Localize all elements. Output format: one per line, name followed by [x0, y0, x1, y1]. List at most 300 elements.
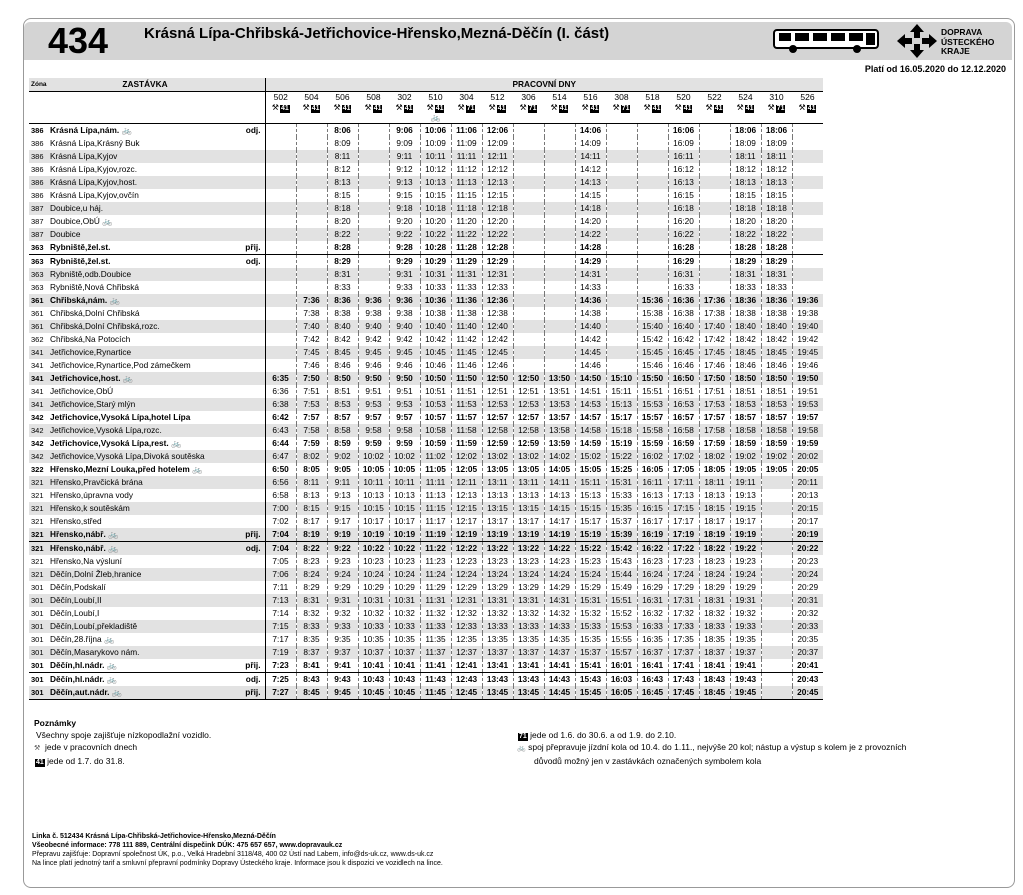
code-41-icon: 41	[404, 105, 413, 112]
departure-time: 15:31	[575, 594, 606, 607]
departure-time: 20:35	[792, 633, 823, 646]
departure-time: 7:51	[296, 385, 327, 398]
zone-cell: 301	[29, 594, 47, 607]
zone-cell: 321	[31, 491, 44, 500]
departure-time: 10:42	[420, 333, 451, 346]
departure-time: 18:09	[730, 137, 761, 150]
hammer-icon: ⚒	[488, 103, 496, 112]
departure-time: 7:57	[296, 411, 327, 424]
trip-header: 520 ⚒ 41	[668, 92, 699, 124]
stop-name: Krásná Lípa,Krásný Buk	[50, 138, 140, 148]
departure-time	[792, 281, 823, 294]
arr-dep-mark	[243, 489, 265, 502]
stop-name: Děčín,aut.nádr. 🚲	[47, 686, 243, 700]
stop-row	[29, 294, 823, 307]
arr-dep-mark	[243, 424, 265, 437]
departure-time: 14:31	[544, 594, 575, 607]
departure-time: 7:04	[265, 542, 296, 556]
departure-time: 16:33	[637, 620, 668, 633]
departure-time: 8:33	[296, 620, 327, 633]
departure-time: 13:45	[513, 686, 544, 700]
departure-time	[792, 255, 823, 269]
departure-time: 8:40	[327, 320, 358, 333]
arr-dep-mark: přij.	[243, 686, 265, 700]
departure-time: 13:17	[482, 515, 513, 528]
departure-time	[296, 176, 327, 189]
zone-cell: 361	[31, 309, 44, 318]
departure-time	[513, 333, 544, 346]
arr-dep-mark	[243, 568, 265, 581]
departure-time: 7:06	[265, 568, 296, 581]
departure-time: 10:29	[358, 581, 389, 594]
note-bike-cont: důvodů možný jen v zastávkách označených symbolem kola	[534, 756, 762, 766]
departure-time	[544, 241, 575, 255]
departure-time	[513, 150, 544, 163]
departure-time: 8:36	[327, 294, 358, 307]
departure-time	[296, 255, 327, 269]
departure-time	[265, 359, 296, 372]
departure-time: 7:05	[272, 556, 289, 566]
departure-time	[513, 346, 544, 359]
departure-time: 16:12	[668, 163, 699, 176]
departure-time: 11:40	[451, 320, 482, 333]
departure-time	[265, 163, 296, 176]
departure-time: 12:51	[513, 385, 544, 398]
departure-time: 10:35	[358, 633, 389, 646]
departure-time: 8:51	[327, 385, 358, 398]
departure-time: 13:43	[482, 673, 513, 687]
departure-time: 13:23	[513, 555, 544, 568]
departure-time: 11:38	[451, 307, 482, 320]
departure-time: 9:45	[389, 346, 420, 359]
departure-time: 16:43	[637, 673, 668, 687]
departure-time: 7:23	[272, 660, 289, 670]
departure-time	[513, 215, 544, 228]
departure-time: 16:38	[668, 307, 699, 320]
arr-dep-mark	[243, 411, 265, 424]
departure-time	[699, 163, 730, 176]
departure-time: 9:06	[389, 124, 420, 138]
departure-time: 7:17	[272, 634, 289, 644]
trip-header: 526 ⚒ 41	[792, 92, 823, 124]
departure-time: 13:05	[482, 463, 513, 476]
departure-time: 13:43	[513, 673, 544, 687]
zone-cell: 342	[31, 439, 44, 448]
departure-time	[265, 228, 296, 241]
departure-time: 8:46	[327, 359, 358, 372]
departure-time: 18:31	[761, 268, 792, 281]
departure-time: 8:31	[327, 268, 358, 281]
departure-time: 16:05	[637, 463, 668, 476]
hammer-icon: ⚒	[643, 103, 651, 112]
departure-time: 11:22	[420, 542, 451, 556]
departure-time: 16:40	[668, 320, 699, 333]
stop-row	[29, 673, 823, 687]
departure-time: 11:50	[451, 372, 482, 385]
departure-time: 10:02	[358, 450, 389, 463]
departure-time: 18:18	[730, 202, 761, 215]
departure-time: 14:11	[544, 476, 575, 489]
departure-time: 9:22	[389, 228, 420, 241]
trip-header: 512 ⚒ 41	[482, 92, 513, 124]
zone-cell: 363	[29, 255, 47, 269]
departure-time: 13:35	[482, 633, 513, 646]
departure-time: 19:05	[730, 463, 761, 476]
departure-time: 10:37	[358, 646, 389, 659]
departure-time: 18:46	[730, 359, 761, 372]
arr-dep-mark	[243, 476, 265, 489]
departure-time: 14:38	[575, 307, 606, 320]
departure-time: 15:43	[606, 555, 637, 568]
departure-time: 15:11	[606, 385, 637, 398]
departure-time: 16:46	[668, 359, 699, 372]
departure-time: 8:50	[327, 372, 358, 385]
stop-name: Doubice,u háj.	[47, 202, 243, 215]
zone-cell: 386	[31, 139, 44, 148]
departure-time: 11:37	[420, 646, 451, 659]
stop-row	[29, 385, 823, 398]
stop-name: Krásná Lípa,Kyjov	[47, 150, 243, 163]
departure-time: 18:42	[730, 333, 761, 346]
departure-time: 9:51	[389, 385, 420, 398]
departure-time: 20:33	[792, 620, 823, 633]
departure-time: 10:23	[358, 555, 389, 568]
departure-time: 14:41	[544, 659, 575, 673]
departure-time: 11:11	[420, 476, 451, 489]
departure-time: 17:19	[668, 528, 699, 542]
departure-time: 14:50	[575, 372, 606, 385]
departure-time: 20:37	[792, 646, 823, 659]
departure-time: 12:53	[513, 398, 544, 411]
departure-time	[637, 241, 668, 255]
departure-time	[265, 189, 296, 202]
departure-time: 13:24	[513, 568, 544, 581]
departure-time: 19:51	[792, 385, 823, 398]
departure-time	[606, 228, 637, 241]
departure-time: 9:57	[389, 411, 420, 424]
departure-time: 12:29	[482, 255, 513, 269]
zone-cell: 386	[29, 150, 47, 163]
departure-time: 20:23	[792, 555, 823, 568]
departure-time: 14:02	[544, 450, 575, 463]
hammer-icon: ⚒	[519, 103, 527, 112]
departure-time: 10:15	[358, 502, 389, 515]
departure-time: 14:13	[575, 176, 606, 189]
departure-time: 17:29	[668, 581, 699, 594]
zone-cell: 342	[29, 450, 47, 463]
departure-time	[296, 281, 327, 294]
departure-time: 15:13	[575, 489, 606, 502]
zone-cell: 301	[29, 673, 47, 687]
departure-time: 10:24	[358, 568, 389, 581]
trip-header: 514 ⚒ 41	[544, 92, 575, 124]
departure-time: 9:46	[389, 359, 420, 372]
departure-time	[637, 176, 668, 189]
departure-time: 9:15	[389, 189, 420, 202]
departure-time: 15:02	[575, 450, 606, 463]
departure-time: 16:36	[668, 294, 699, 307]
departure-time	[358, 281, 389, 294]
hammer-icon: ⚒	[395, 103, 403, 112]
departure-time	[637, 268, 668, 281]
departure-time: 6:35	[265, 372, 296, 385]
stop-row	[29, 502, 823, 515]
stop-name: Rybniště,žel.st.	[47, 255, 243, 269]
departure-time: 12:09	[482, 137, 513, 150]
departure-time	[358, 202, 389, 215]
departure-time: 16:45	[668, 346, 699, 359]
departure-time: 6:44	[272, 438, 289, 448]
departure-time: 18:33	[761, 281, 792, 294]
departure-time: 8:28	[327, 241, 358, 255]
zone-cell: 363	[31, 243, 44, 252]
departure-time	[265, 215, 296, 228]
departure-time: 17:53	[699, 398, 730, 411]
zone-cell: 321	[31, 557, 44, 566]
stop-name: Děčín,Dolní Žleb,hranice	[47, 568, 243, 581]
departure-time	[358, 189, 389, 202]
departure-time: 14:06	[575, 124, 606, 138]
departure-time: 10:05	[358, 463, 389, 476]
arr-dep-mark	[243, 385, 265, 398]
departure-time	[761, 607, 792, 620]
stop-name: Hřensko,nábř. 🚲	[47, 528, 243, 542]
stop-name: Děčín,Podskalí	[50, 582, 106, 592]
stop-row	[29, 686, 823, 700]
departure-time: 7:11	[272, 582, 289, 592]
arr-dep-mark	[243, 202, 265, 215]
departure-time: 10:29	[389, 581, 420, 594]
departure-time: 16:58	[668, 424, 699, 437]
departure-time: 17:57	[699, 411, 730, 424]
departure-time: 10:17	[358, 515, 389, 528]
departure-time: 11:45	[420, 686, 451, 700]
arr-dep-mark	[243, 333, 265, 346]
departure-time: 13:05	[513, 463, 544, 476]
departure-time	[637, 215, 668, 228]
departure-time: 18:12	[730, 163, 761, 176]
zone-cell: 387	[29, 202, 47, 215]
departure-time: 18:58	[730, 424, 761, 437]
departure-time: 14:22	[575, 228, 606, 241]
departure-time: 12:32	[451, 607, 482, 620]
departure-time: 10:20	[420, 215, 451, 228]
departure-time	[265, 346, 296, 359]
stop-row	[29, 620, 823, 633]
departure-time: 18:06	[730, 124, 761, 138]
departure-time: 14:51	[575, 385, 606, 398]
departure-time: 16:41	[637, 659, 668, 673]
hammer-icon: ⚒	[736, 103, 744, 112]
departure-time: 16:37	[637, 646, 668, 659]
departure-time: 16:45	[637, 686, 668, 700]
departure-time: 14:45	[544, 686, 575, 700]
departure-time: 12:23	[451, 555, 482, 568]
departure-time: 15:42	[606, 542, 637, 556]
departure-time	[699, 268, 730, 281]
zone-cell: 387	[29, 228, 47, 241]
departure-time	[606, 176, 637, 189]
departure-time: 14:45	[575, 346, 606, 359]
departure-time: 8:45	[327, 346, 358, 359]
hammer-icon: ⚒	[457, 103, 465, 112]
trip-header: 504 ⚒ 41	[296, 92, 327, 124]
hammer-icon: ⚒	[674, 103, 682, 112]
departure-time: 10:59	[420, 437, 451, 450]
departure-time: 11:29	[420, 581, 451, 594]
departure-time: 11:11	[451, 150, 482, 163]
departure-time: 18:50	[761, 372, 792, 385]
stop-name: Hřensko,úpravna vody	[50, 490, 134, 500]
departure-time: 18:15	[761, 189, 792, 202]
departure-time: 16:20	[668, 215, 699, 228]
departure-time	[358, 163, 389, 176]
departure-time: 13:35	[513, 633, 544, 646]
arr-dep-mark: odj.	[243, 124, 265, 138]
departure-time: 12:53	[482, 398, 513, 411]
departure-time: 8:17	[296, 515, 327, 528]
departure-time: 13:17	[513, 515, 544, 528]
departure-time: 13:51	[544, 385, 575, 398]
zone-cell: 301	[29, 646, 47, 659]
departure-time: 13:29	[513, 581, 544, 594]
departure-time	[606, 163, 637, 176]
departure-time: 10:35	[389, 633, 420, 646]
departure-time: 9:43	[327, 673, 358, 687]
departure-time: 9:37	[327, 646, 358, 659]
departure-time: 7:50	[296, 372, 327, 385]
departure-time: 8:45	[296, 686, 327, 700]
departure-time: 14:43	[544, 673, 575, 687]
departure-time: 19:29	[730, 581, 761, 594]
departure-time: 18:29	[699, 581, 730, 594]
departure-time: 12:37	[451, 646, 482, 659]
departure-time	[606, 281, 637, 294]
departure-time: 19:46	[792, 359, 823, 372]
departure-time: 9:33	[327, 620, 358, 633]
arr-dep-mark	[243, 215, 265, 228]
departure-time: 14:32	[544, 607, 575, 620]
departure-time: 19:35	[730, 633, 761, 646]
departure-time: 10:57	[420, 411, 451, 424]
departure-time: 16:22	[668, 228, 699, 241]
hammer-icon: ⚒	[364, 103, 372, 112]
departure-time: 8:33	[327, 281, 358, 294]
departure-time: 14:24	[544, 568, 575, 581]
zone-cell: 341	[31, 387, 44, 396]
departure-time: 12:13	[482, 176, 513, 189]
code-41-icon: 41	[559, 105, 568, 112]
departure-time: 8:29	[296, 581, 327, 594]
note-bike: 🚲 spoj přepravuje jízdní kola od 10.4. do 1.11., nejvýše 20 kol; nástup a výstup s kolem je z provozních	[517, 742, 907, 752]
zone-cell: 321	[29, 502, 47, 515]
departure-time	[761, 476, 792, 489]
departure-time	[544, 176, 575, 189]
note-41: 41 jede od 1.7. do 31.8.	[36, 756, 125, 766]
departure-time: 11:15	[451, 189, 482, 202]
departure-time: 11:17	[420, 515, 451, 528]
stop-row	[29, 137, 823, 150]
departure-time: 18:32	[699, 607, 730, 620]
departure-time: 18:18	[761, 202, 792, 215]
departure-time: 16:11	[668, 150, 699, 163]
departure-time: 15:42	[637, 333, 668, 346]
departure-time	[513, 255, 544, 269]
departure-time: 12:59	[482, 437, 513, 450]
departure-time	[761, 620, 792, 633]
departure-time	[606, 294, 637, 307]
departure-time: 7:46	[296, 359, 327, 372]
departure-time: 10:45	[389, 686, 420, 700]
departure-time	[761, 515, 792, 528]
departure-time: 10:22	[420, 228, 451, 241]
departure-time: 12:31	[482, 268, 513, 281]
departure-time: 12:51	[482, 385, 513, 398]
departure-time: 11:36	[451, 294, 482, 307]
departure-time: 14:13	[544, 489, 575, 502]
departure-time: 19:40	[792, 320, 823, 333]
departure-time: 11:29	[451, 255, 482, 269]
departure-time: 10:33	[389, 620, 420, 633]
departure-time	[544, 307, 575, 320]
departure-time: 19:31	[730, 594, 761, 607]
departure-time	[637, 255, 668, 269]
footer	[32, 832, 443, 868]
departure-time: 9:05	[327, 463, 358, 476]
departure-time	[265, 202, 296, 215]
departure-time	[761, 555, 792, 568]
departure-time	[513, 268, 544, 281]
hammer-icon: ⚒	[302, 103, 310, 112]
departure-time: 17:23	[668, 555, 699, 568]
stop-row	[29, 359, 823, 372]
departure-time: 18:22	[761, 228, 792, 241]
departure-time: 18:24	[699, 568, 730, 581]
departure-time: 11:23	[420, 555, 451, 568]
trip-header: 308 ⚒ 71	[606, 92, 637, 124]
departure-time: 17:22	[668, 542, 699, 556]
stop-row	[29, 215, 823, 228]
departure-time	[513, 124, 544, 138]
stop-name: Jetřichovice,Vysoká Lípa,rest. 🚲	[50, 438, 182, 448]
departure-time: 14:28	[575, 241, 606, 255]
departure-time	[792, 150, 823, 163]
departure-time: 13:45	[482, 686, 513, 700]
departure-time: 13:22	[513, 542, 544, 556]
timetable	[29, 78, 823, 700]
code-41-icon: 41	[745, 105, 754, 112]
departure-time: 11:31	[420, 594, 451, 607]
departure-time	[637, 163, 668, 176]
departure-time: 11:57	[451, 411, 482, 424]
departure-time: 16:09	[668, 137, 699, 150]
departure-time: 16:29	[668, 255, 699, 269]
zone-cell: 301	[29, 620, 47, 633]
departure-time: 9:53	[358, 398, 389, 411]
departure-time	[699, 150, 730, 163]
hammer-icon: ⚒	[333, 103, 341, 112]
departure-time: 12:33	[451, 620, 482, 633]
departure-time: 10:38	[420, 307, 451, 320]
departure-time: 17:15	[668, 502, 699, 515]
stop-row	[29, 489, 823, 502]
departure-time: 9:13	[389, 176, 420, 189]
departure-time: 9:15	[327, 502, 358, 515]
departure-time: 15:11	[575, 476, 606, 489]
stop-name: Děčín,hl.nádr. 🚲	[47, 673, 243, 687]
departure-time: 19:33	[730, 620, 761, 633]
departure-time: 15:33	[606, 489, 637, 502]
